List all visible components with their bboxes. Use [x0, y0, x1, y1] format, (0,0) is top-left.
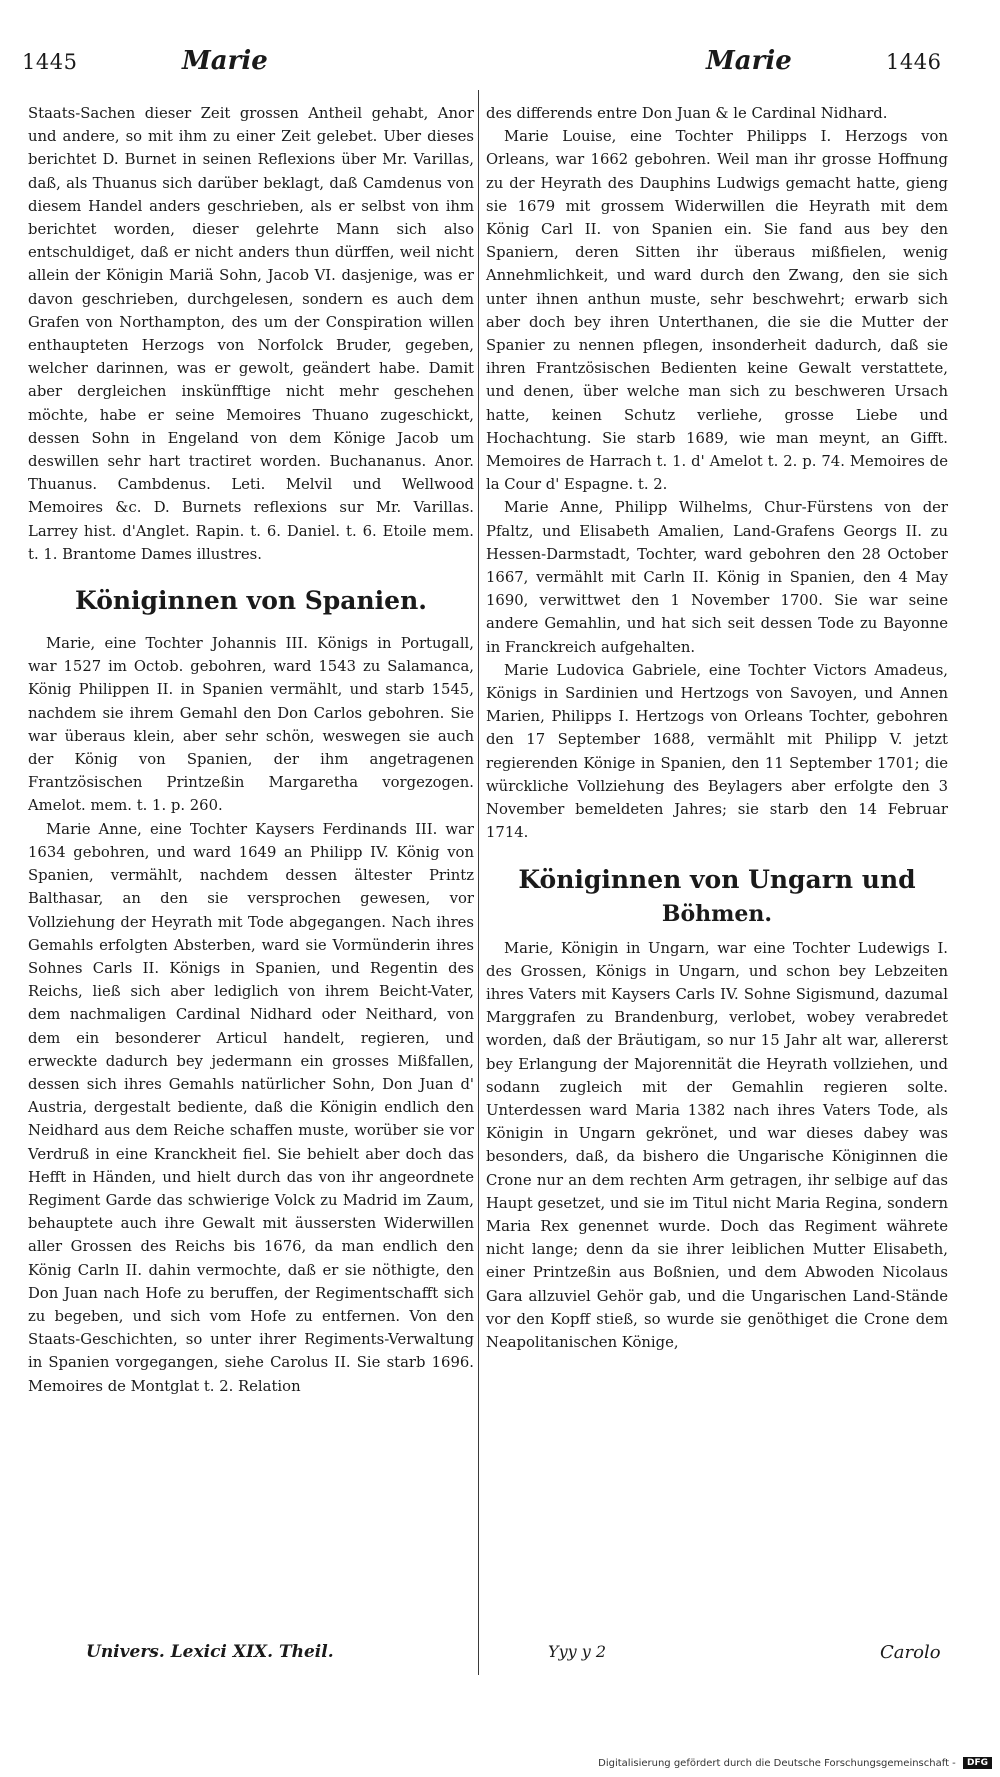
- left-running-head: Marie: [182, 46, 268, 76]
- section-title-bohemia: Böhmen.: [661, 900, 773, 927]
- catchword: Carolo: [880, 1642, 941, 1663]
- column-divider: [478, 90, 479, 1675]
- footer-text: Digitalisierung gefördert durch die Deutsche Forschungsgemeinschaft -: [598, 1758, 956, 1769]
- left-page-number: 1445: [22, 50, 78, 74]
- volume-signature: Univers. Lexici XIX. Theil.: [86, 1642, 334, 1662]
- sheet-signature-mark: Yyy y 2: [548, 1642, 607, 1661]
- entry-marie-louise: Marie Louise, eine Tochter Philipps I. Herzogs von Orleans, war 1662 gebohren. Weil man ihr grosse Hoffnung zu der Heyrath des Dauphins Ludwigs gemacht hatte, gieng sie 1679 mit grossem Widerwillen die Heyrath mit dem König Carl II. von Spanien ein. Sie fand aus bey den Spaniern, deren Sitten ihr überaus mißfielen, wenig Annehmlichkeit, und ward durch den Zwang, den sie sich unter ihnen anthun muste, sehr beschwehrt; erwarb sich aber doch bey ihren Unterthanen, die sie die Mutter der Spanier zu nennen pflegen, insonderheit dadurch, daß sie ihren Frantzösischen Bedienten keine Gewalt verstattete, und denen, über welche man sich zu beschweren Ursach hatte, keinen Schutz verliehe, grosse Liebe und Hochachtung. Sie starb 1689, wie man meynt, an Gifft. Memoires de Harrach t. 1. d' Amelot t. 2. p. 74. Memoires de la Cour d' Espagne. t. 2.: [486, 128, 948, 494]
- right-column: [486, 102, 948, 1657]
- entry-marie-anne-austria: Marie Anne, eine Tochter Kaysers Ferdinands III. war 1634 gebohren, und ward 1649 an Philipp IV. König von Spanien, vermählt, nachdem dessen ältester Printz Balthasar, an den sie versprochen gewesen, vor Vollziehung der Heyrath mit Tode abgegangen. Nach ihres Gemahls erfolgten Absterben, ward sie Vormünderin ihres Sohnes Carls II. Königs in Spanien, und Regentin des Reichs, ließ sich aber lediglich von ihrem Beicht-Vater, dem nachmaligen Cardinal Nidhard oder Neithard, von dem ein besonderer Articul handelt, regieren, und erweckte dadurch bey jedermann ein grosses Mißfallen, dessen sich ihres Gemahls natürlicher Sohn, Don Juan d' Austria, dergestalt bediente, daß die Königin endlich den Neidhard aus dem Reiche schaffen muste, worüber sie vor Verdruß in eine Kranckheit fiel. Sie behielt aber doch das Hefft in Händen, und hielt durch das von ihr angeordnete Regiment Garde das schwierige Volck zu Madrid im Zaum, behauptete auch ihre Gewalt mit äussersten Widerwillen aller Grossen des Reichs bis 1676, da man endlich den König Carln II. dahin vermochte, daß er sie nöthigte, den Don Juan nach Hofe zu beruffen, der Regimentschafft sich zu begeben, und sich vom Hofe zu entfernen. Von den Staats-Geschichten, so unter ihrer Regiments-Verwaltung in Spanien vorgegangen, siehe Carolus II. Sie starb 1696. Memoires de Montglat t. 2. Relation: [28, 820, 474, 1395]
- entry-marie-anne-pfalz: Marie Anne, Philipp Wilhelms, Chur-Fürstens von der Pfaltz, und Elisabeth Amalien, Land-Grafens Georgs II. zu Hessen-Darmstadt, Tochter, ward gebohren den 28 October 1667, vermählt mit Carln II. König in Spanien, den 4 May 1690, verwittwet den 1 November 1700. Sie war seine andere Gemahlin, und hat sich seit dessen Tode zu Bayonne in Franckreich aufgehalten.: [486, 499, 948, 656]
- right-page-number: 1446: [886, 50, 942, 74]
- section-title-spain: Königinnen von Spanien.: [75, 586, 427, 616]
- section-title-hungary: Königinnen von Ungarn und: [518, 864, 916, 894]
- paragraph-1-left: Staats-Sachen dieser Zeit grossen Antheil gehabt, Anor und andere, so mit ihm zu einer Zeit gelebet. Uber dieses berichtet D. Burnet in seinen Reflexions über Mr. Varillas, daß, als Thuanus sich darüber beklagt, daß Camdenus von diesem Handel anders geschrieben, als er selbst von ihm berichtet worden, dieser gelehrte Mann sich also entschuldiget, daß er nicht anders thun dürffen, weil nicht allein der Königin Mariä Sohn, Jacob VI. dasjenige, was er davon geschrieben, durchgelesen, sondern es auch dem Grafen von Northampton, des um der Conspiration willen enthaupteten Herzogs von Norfolck Bruder, gegeben, welcher darinnen, was er gewolt, geändert habe. Damit aber dergleichen inskünfftige nicht mehr geschehen möchte, habe er seine Memoires Thuano zugeschickt, dessen Sohn in Engeland von dem Könige Jacob um deswillen sehr hart tractiret worden. Buchananus. Anor. Thuanus. Cambdenus. Leti. Melvil und Wellwood Memoires &c. D. Burnets reflexions sur Mr. Varillas. Larrey hist. d'Anglet. Rapin. t. 6. Daniel. t. 6. Etoile mem. t. 1. Brantome Dames illustres.: [28, 105, 474, 563]
- entry-marie-ludovica: Marie Ludovica Gabriele, eine Tochter Victors Amadeus, Königs in Sardinien und Hertzogs von Savoyen, und Annen Marien, Philipps I. Hertzogs von Orleans Tochter, gebohren den 17 September 1688, vermählt mit Philipp V. jetzt regierenden Könige in Spanien, den 11 September 1701; die würckliche Vollziehung des Beylagers aber erfolgte den 3 November bemeldeten Jahres; sie starb den 14 Februar 1714.: [486, 661, 948, 842]
- left-column: [28, 102, 474, 1657]
- dfg-logo: DFG: [963, 1757, 992, 1769]
- digitization-footer: [598, 1757, 992, 1769]
- entry-marie-portugal: Marie, eine Tochter Johannis III. Königs in Portugall, war 1527 im Octob. gebohren, ward 1543 zu Salamanca, König Philippen II. in Spanien vermählt, und starb 1545, nachdem sie ihrem Gemahl den Don Carlos gebohren. Sie war überaus klein, aber sehr schön, weswegen sie auch der König von Spanien, der ihm angetragenen Frantzösischen Printzeßin Margaretha vorgezogen. Amelot. mem. t. 1. p. 260.: [28, 635, 474, 815]
- paragraph-1-right: des differends entre Don Juan & le Cardinal Nidhard.: [486, 105, 888, 122]
- entry-marie-hungary: Marie, Königin in Ungarn, war eine Tochter Ludewigs I. des Grossen, Königs in Ungarn, und schon bey Lebzeiten ihres Vaters mit Kaysers Carls IV. Sohne Sigismund, dazumal Marggrafen zu Brandenburg, verlobet, wobey verabredet worden, daß der Bräutigam, so nur 15 Jahr alt war, allererst bey Erlangung der Majorennität die Heyrath vollziehen, und sodann zugleich mit der Gemahlin regieren solte. Unterdessen ward Maria 1382 nach ihres Vaters Tode, als Königin in Ungarn gekrönet, und war dieses dabey was besonders, daß, da bishero die Ungarische Königinnen die Crone nur an dem rechten Arm getragen, ihr selbige auf das Haupt gesetzet, und sie im Titul nicht Maria Regina, sondern Maria Rex genennet wurde. Doch das Regiment währete nicht lange; denn da sie ihrer leiblichen Mutter Elisabeth, einer Printzeßin aus Boßnien, und dem Abwoden Nicolaus Gara allzuviel Gehör gab, und die Ungarischen Land-Stände vor den Kopff stieß, so wurde sie genöthiget die Crone dem Neapolitanischen Könige,: [486, 939, 948, 1351]
- right-running-head: Marie: [706, 46, 792, 76]
